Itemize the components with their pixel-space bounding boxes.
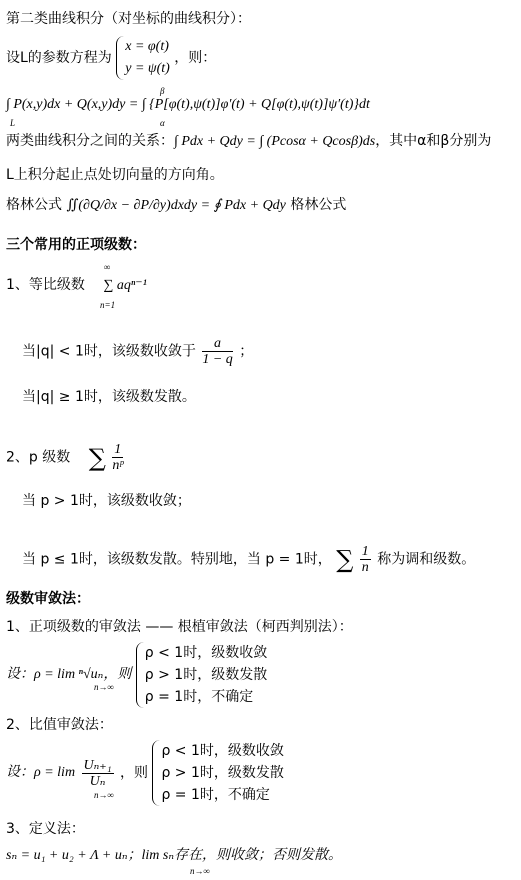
geo-line [6, 276, 147, 295]
series-heading: 三个常用的正项级数： [6, 237, 146, 253]
green-label-2: 格林公式 [290, 197, 347, 213]
definition-sub: n→∞ [190, 866, 210, 876]
convergence-heading: 级数审敛法： [6, 591, 90, 607]
definition-formula: sₙ = u₁ + u₂ + Λ + uₙ；lim sₙ存在，则收敛；否则发散。 [6, 848, 343, 863]
root-case-2: ρ > 1时，级数发散 [144, 667, 268, 683]
param-cases [116, 36, 170, 80]
relation-text: 两类曲线积分之间的关系： [6, 133, 174, 149]
param-end: ，则： [174, 50, 217, 66]
p-sum-icon: ∑ [88, 443, 106, 472]
root-case-3: ρ = 1时，不确定 [144, 689, 254, 705]
param-case-x: x = φ(t) [125, 39, 169, 54]
geo-cond-1 [22, 336, 253, 367]
p-cond-2-text: 当 p ≤ 1时，该级数发散。特别地，当 p = 1时， [22, 551, 332, 568]
geo-label: 1、等比级数 [6, 277, 85, 293]
definition-line [6, 846, 342, 865]
geo-fraction [202, 336, 232, 367]
geo-cond-2: 当|q| ≥ 1时，该级数发散。 [22, 389, 196, 405]
angle-line: L上积分起止点处切向量的方向角。 [6, 167, 224, 183]
param-line [6, 36, 216, 80]
relation-end: ，其中α和β分别为 [375, 133, 492, 149]
root-test-let: 设：ρ = lim ⁿ√uₙ，则 [6, 667, 132, 682]
ratio-test-heading: 2、比值审敛法： [6, 717, 113, 733]
geo-frac-den: 1 − q [202, 352, 233, 367]
ratio-cases [152, 740, 283, 806]
p-cond-2 [22, 544, 475, 575]
ratio-test-line [6, 740, 284, 806]
root-lim-sub: n→∞ [94, 682, 114, 692]
p-cond-2-frac-den: n [361, 560, 369, 575]
geo-cond-1-end: ； [239, 343, 254, 360]
title-line: 第二类曲线积分（对坐标的曲线积分）： [6, 11, 251, 27]
p-cond-2-frac-num: 1 [361, 544, 369, 559]
ratio-then: ，则 [120, 765, 149, 781]
geo-frac-num: a [202, 336, 232, 352]
root-test-heading: 1、正项级数的审敛法 —— 根植审敛法（柯西判别法）： [6, 619, 353, 635]
ratio-fraction [82, 758, 114, 789]
ratio-case-3: ρ = 1时，不确定 [161, 787, 270, 803]
p-fraction [112, 442, 123, 473]
green-formula-1: ∬(∂Q/∂x − ∂P/∂y)dxdy = ∮ Pdx + Qdy [66, 198, 286, 213]
p-frac-den: nᵖ [112, 458, 124, 473]
relation-formula: ∫ Pdx + Qdy = ∫ (Pcosα + Qcosβ)ds [174, 134, 376, 149]
ratio-lim-sub: n→∞ [94, 790, 114, 800]
ratio-let: 设：ρ = lim [6, 765, 76, 780]
formula-lower-alpha: α [160, 118, 165, 128]
ratio-frac-den: Uₙ [89, 773, 106, 789]
geo-upper: ∞ [104, 262, 111, 272]
formula-line-integral: ∫ P(x,y)dx + Q(x,y)dy = ∫ {P[φ(t),ψ(t)]φ′(t) + Q[φ(t),ψ(t)]ψ′(t)}dt [6, 97, 370, 112]
root-test-line [6, 642, 267, 708]
ratio-case-2: ρ > 1时，级数发散 [161, 765, 284, 781]
relation-line [6, 132, 491, 151]
param-case-y: y = ψ(t) [125, 61, 170, 76]
p-cond-2-end: 称为调和级数。 [377, 551, 476, 568]
p-cond-1: 当 p > 1时，该级数收敛； [22, 493, 191, 509]
param-text: 设L的参数方程为 [6, 50, 112, 66]
green-label-1: 格林公式 [6, 197, 62, 213]
ratio-frac-num: Uₙ₊₁ [83, 757, 112, 773]
root-case-1: ρ < 1时，级数收敛 [144, 645, 268, 661]
p-frac-num: 1 [114, 442, 122, 457]
formula-lower-L: L [10, 118, 16, 128]
definition-heading: 3、定义法： [6, 821, 85, 837]
root-test-cases [136, 642, 267, 708]
ratio-case-1: ρ < 1时，级数收敛 [161, 743, 284, 759]
p-line [6, 442, 125, 473]
green-line [6, 196, 346, 215]
p-cond-2-fraction [360, 544, 371, 575]
geo-lower: n=1 [100, 300, 116, 310]
geo-sum: ∑ aqⁿ⁻¹ [103, 278, 147, 293]
p-label: 2、p 级数 [6, 449, 71, 466]
geo-cond-1-text: 当|q| < 1时，该级数收敛于 [22, 343, 196, 360]
formula-upper-beta: β [160, 86, 165, 96]
p-cond-2-sum-icon: ∑ [336, 545, 354, 574]
